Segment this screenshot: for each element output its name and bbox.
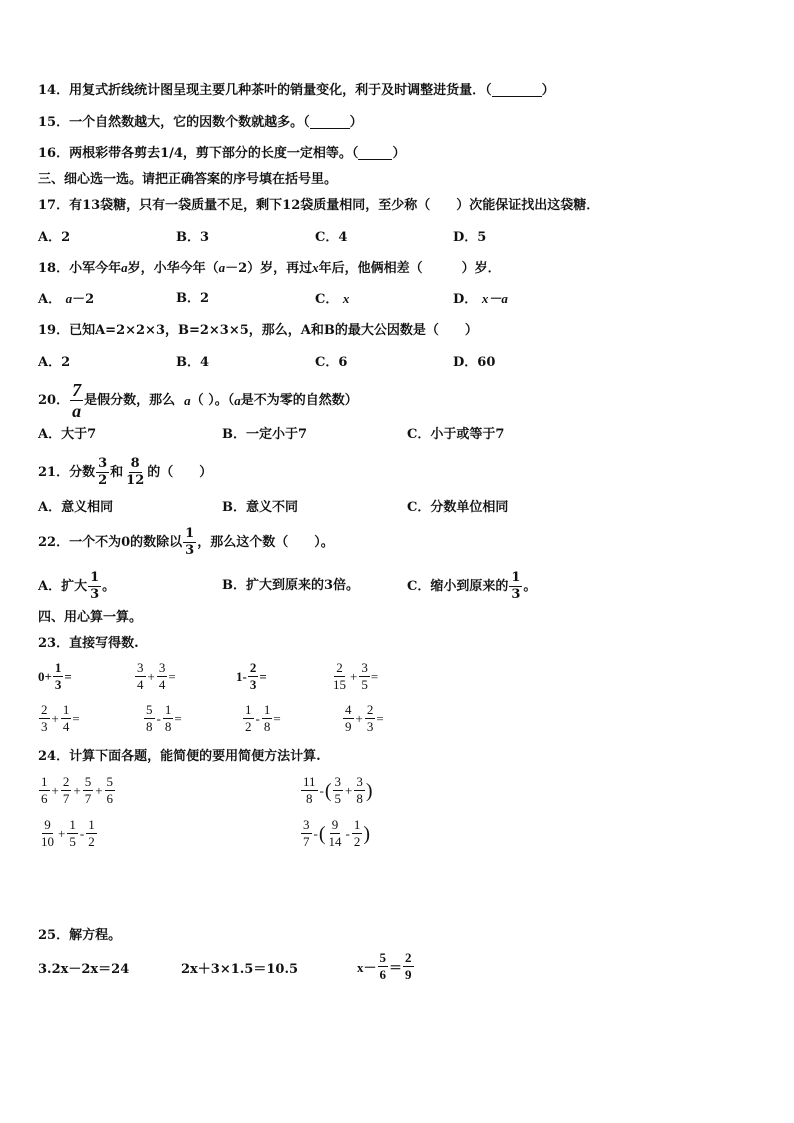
section-3-heading: 三、细心选一选。请把正确答案的序号填在括号里。 (38, 172, 338, 187)
equation-3: x－ $\frac{5}{6}$ ＝ $\frac{2}{9}$ (357, 950, 412, 982)
q17-option-c[interactable]: C．4 (315, 230, 348, 245)
section-4-heading: 四、用心算一算。 (38, 610, 143, 625)
fraction: $\frac{5}{6}$ (106, 774, 114, 806)
fraction: $\frac{3}{2}$ (98, 456, 108, 488)
fraction: $\frac{3}{4}$ (137, 660, 144, 692)
question-21: 21．分数 $\frac{3}{2}$ 和 $\frac{8}{12}$ 的（ ） (38, 456, 213, 488)
fraction: $\frac{1}{2}$ (245, 702, 252, 734)
q19-option-b[interactable]: B．4 (176, 355, 210, 370)
fraction: $\frac{1}{2}$ (353, 817, 361, 849)
fraction: $\frac{5}{6}$ (379, 950, 387, 982)
fraction: $\frac{1}{3}$ (90, 570, 100, 602)
fraction: $\frac{1}{8}$ (164, 702, 172, 734)
fraction: $\frac{4}{9}$ (345, 702, 352, 734)
fraction: $\frac{5}{7}$ (84, 774, 92, 806)
answer-blank[interactable] (310, 116, 350, 129)
q19-option-c[interactable]: C．6 (315, 355, 348, 370)
fraction: $\frac{2}{3}$ (366, 702, 374, 734)
question-20: 20． $\frac{7}{a}$ 是假分数，那么 a （ ）。（ a 是不为零的自然数） (38, 380, 358, 421)
fraction: $\frac{2}{9}$ (405, 950, 412, 982)
fraction: $\frac{1}{6}$ (41, 774, 48, 806)
question-22: 22．一个不为0的数除以 $\frac{1}{3}$ ，那么这个数（ ）。 (38, 526, 334, 558)
question-15: 15．一个自然数越大，它的因数个数就越多。（ ） (38, 115, 363, 130)
answer-blank[interactable] (358, 147, 392, 160)
q22-option-c[interactable]: C．缩小到原来的 $\frac{1}{3}$ 。 (407, 570, 537, 602)
q20-option-a[interactable]: A．大于7 (38, 427, 97, 442)
question-16: 16．两根彩带各剪去1/4，剪下部分的长度一定相等。（ ） (38, 146, 406, 161)
q20-option-b[interactable]: B．一定小于7 (222, 427, 308, 442)
calc-23-6: $\frac{5}{8}$ - $\frac{1}{8}$ = (146, 702, 182, 734)
q22-option-b[interactable]: B．扩大到原来的3倍。 (222, 578, 360, 593)
equation-1: 3.2x－2x＝24 (38, 962, 130, 977)
fraction: $\frac{5}{8}$ (146, 702, 153, 734)
q17-option-d[interactable]: D．5 (453, 230, 487, 245)
fraction: $\frac{1}{8}$ (263, 702, 271, 734)
question-17: 17．有13袋糖，只有一袋质量不足，剩下12袋质量相同，至少称（ ）次能保证找出这袋糖． (38, 198, 600, 213)
fraction: $\frac{1}{5}$ (69, 817, 76, 849)
fraction: $\frac{1}{4}$ (62, 702, 70, 734)
calc-23-5: $\frac{2}{3}$ + $\frac{1}{4}$ = (41, 702, 80, 734)
fraction: $\frac{2}{3}$ (249, 660, 257, 692)
q18-option-a[interactable]: A． a－2 (38, 291, 95, 307)
fraction: $\frac{8}{12}$ (126, 456, 145, 488)
fraction: $\frac{1}{3}$ (511, 570, 521, 602)
equation-2: 2x＋3×1.5＝10.5 (181, 962, 299, 977)
fraction: $\frac{11}{8}$ (303, 774, 316, 806)
fraction: $\frac{3}{8}$ (356, 774, 363, 806)
q19-option-d[interactable]: D．60 (453, 355, 496, 370)
question-14: 14．用复式折线统计图呈现主要几种茶叶的销量变化，利于及时调整进货量．（ ） (38, 83, 555, 98)
question-18: 18．小军今年a岁，小华今年（a－2）岁，再过x年后，他俩相差（ ）岁． (38, 260, 501, 276)
q18-option-d[interactable]: D． x－a (453, 291, 508, 307)
calc-23-7: $\frac{1}{2}$ - $\frac{1}{8}$ = (245, 702, 281, 734)
q21-option-a[interactable]: A．意义相同 (38, 500, 114, 515)
q18-option-b[interactable]: B．2 (176, 291, 210, 306)
calc-23-8: $\frac{4}{9}$ + $\frac{2}{3}$ = (345, 702, 384, 734)
fraction: $\frac{2}{15}$ (333, 660, 346, 692)
calc-24-3: $\frac{9}{10}$ + $\frac{1}{5}$ - $\frac{1}{2}$ (41, 817, 95, 849)
q22-option-a[interactable]: A．扩大 $\frac{1}{3}$ 。 (38, 570, 116, 602)
question-25-title: 25．解方程。 (38, 928, 122, 943)
question-24-title: 24．计算下面各题，能简便的要用简便方法计算. (38, 749, 321, 764)
q19-option-a[interactable]: A．2 (38, 355, 71, 370)
fraction: $\frac{3}{5}$ (361, 660, 368, 692)
fraction: $\frac{9}{10}$ (41, 817, 54, 849)
q17-option-a[interactable]: A．2 (38, 230, 71, 245)
calc-23-1: 0+ $\frac{1}{3}$ = (38, 660, 72, 692)
q17-option-b[interactable]: B．3 (176, 230, 210, 245)
fraction: $\frac{1}{3}$ (185, 526, 195, 558)
calc-23-3: 1- $\frac{2}{3}$ = (236, 660, 267, 692)
q20-option-c[interactable]: C．小于或等于7 (407, 427, 505, 442)
answer-blank[interactable] (492, 84, 542, 97)
calc-23-4: $\frac{2}{15}$ + $\frac{3}{5}$ = (333, 660, 379, 692)
fraction: $\frac{3}{4}$ (158, 660, 166, 692)
fraction: $\frac{3}{5}$ (334, 774, 342, 806)
fraction: $\frac{3}{7}$ (303, 817, 310, 849)
q21-option-b[interactable]: B．意义不同 (222, 500, 298, 515)
fraction: $\frac{2}{7}$ (62, 774, 70, 806)
fraction: $\frac{7}{a}$ (72, 380, 82, 421)
q18-option-c[interactable]: C． x (315, 291, 350, 307)
calc-24-1: $\frac{1}{6}$ + $\frac{2}{7}$ + $\frac{5}{7}$ + $\frac{5}{6}$ (41, 774, 114, 806)
question-19: 19．已知A=2×2×3，B=2×3×5，那么，A和B的最大公因数是（ ） (38, 323, 478, 338)
calc-23-2: $\frac{3}{4}$ + $\frac{3}{4}$ = (137, 660, 176, 692)
question-23-title: 23．直接写得数. (38, 636, 139, 651)
fraction: $\frac{9}{14}$ (328, 817, 342, 849)
fraction: $\frac{1}{3}$ (54, 660, 62, 692)
fraction: $\frac{1}{2}$ (88, 817, 95, 849)
calc-24-2: $\frac{11}{8}$ - ( $\frac{3}{5}$ + $\frac{3}{8}$ ) (303, 774, 373, 806)
fraction: $\frac{2}{3}$ (41, 702, 48, 734)
q21-option-c[interactable]: C．分数单位相同 (407, 500, 509, 515)
calc-24-4: $\frac{3}{7}$ - ( $\frac{9}{14}$ - $\frac{1}{2}$ ) (303, 817, 371, 849)
